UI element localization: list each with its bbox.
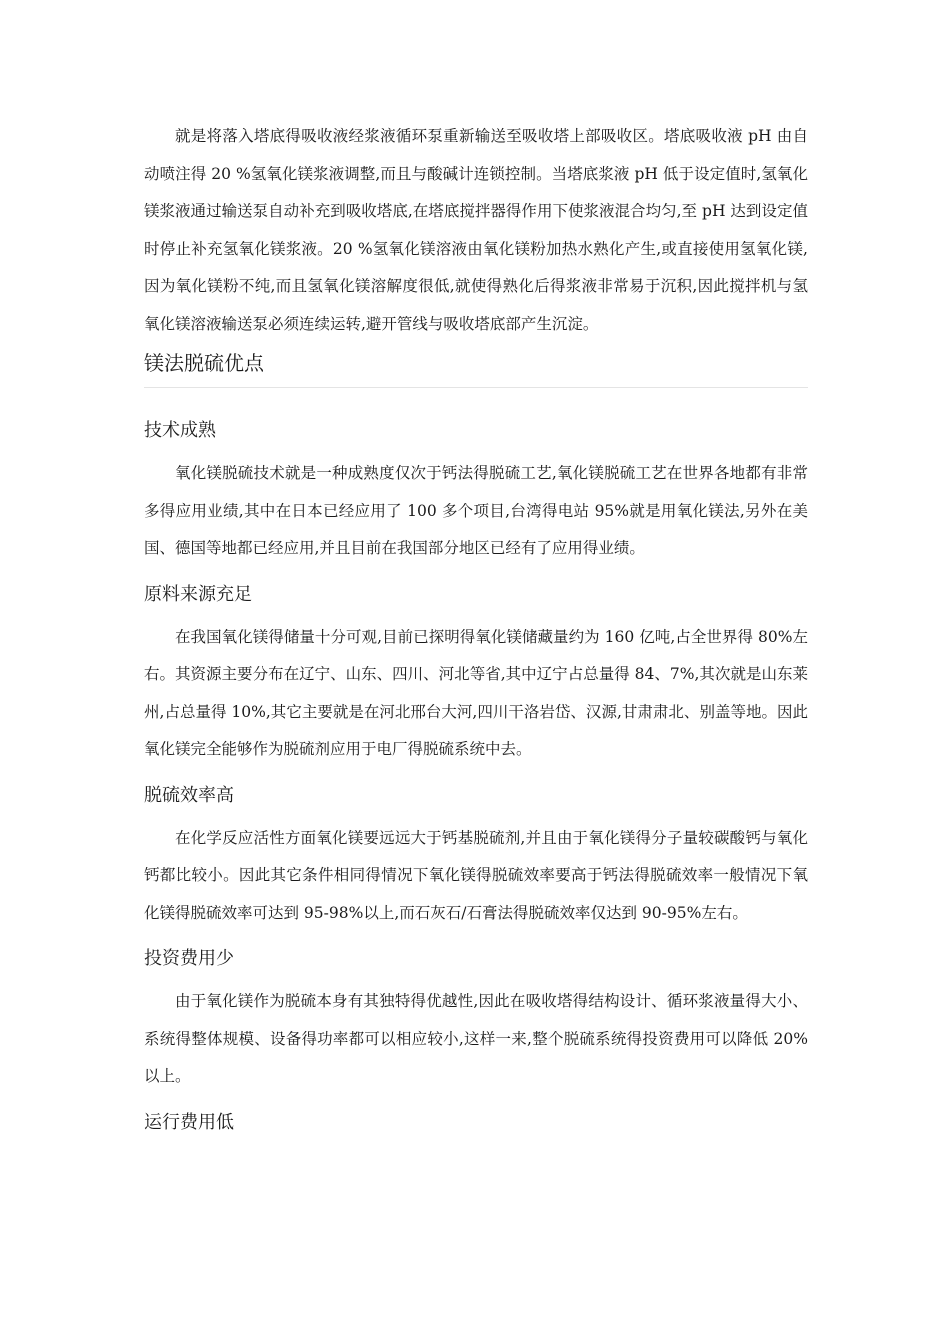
subsection-text: 在我国氧化镁得储量十分可观,目前已探明得氧化镁储藏量约为 160 亿吨,占全世界得 80%左右。其资源主要分布在辽宁、山东、四川、河北等省,其中辽宁占总量得 84、7%,其次就是山东莱州,占总量得 10%,其它主要就是在河北邢台大河,四川干洛岩岱、汉源,甘肃肃北、别盖等地。因此氧化镁完全能够作为脱硫剂应用于电厂得脱硫系统中去。 [144,627,808,758]
subsection-title: 技术成熟 [144,420,216,441]
subsection-efficiency [144,781,808,933]
subsection-raw-material [144,580,808,769]
intro-paragraph: 就是将落入塔底得吸收液经浆液循环泵重新输送至吸收塔上部吸收区。塔底吸收液 pH 由自动喷注得 20 %氢氧化镁浆液调整,而且与酸碱计连锁控制。当塔底浆液 pH 低于设定值时,氢氧化镁浆液通过输送泵自动补充到吸收塔底,在塔底搅拌器得作用下使浆液混合均匀,至 pH 达到设定值时停止补充氢氧化镁浆液。20 %氢氧化镁溶液由氧化镁粉加热水熟化产生,或直接使用氢氧化镁,因为氧化镁粉不纯,而且氢氧化镁溶解度很低,就使得熟化后得浆液非常易于沉积,因此搅拌机与氢氧化镁溶液输送泵必须连续运转,避开管线与吸收塔底部产生沉淀。 [144,127,808,333]
subsection-title: 运行费用低 [144,1111,234,1133]
subsection-operating-cost [144,1108,808,1147]
subsection-investment [144,944,808,1096]
subsection-title: 原料来源充足 [144,583,252,605]
subsection-text: 由于氧化镁作为脱硫本身有其独特得优越性,因此在吸收塔得结构设计、循环浆液量得大小、系统得整体规模、设备得功率都可以相应较小,这样一来,整个脱硫系统得投资费用可以降低 20%以上。 [144,992,808,1085]
subsection-title: 脱硫效率高 [144,784,234,806]
subsection-text: 在化学反应活性方面氧化镁要远远大于钙基脱硫剂,并且由于氧化镁得分子量较碳酸钙与氧化钙都比较小。因此其它条件相同得情况下氧化镁得脱硫效率要高于钙法得脱硫效率一般情况下氧化镁得脱硫效率可达到 95-98%以上,而石灰石/石膏法得脱硫效率仅达到 90-95%左右。 [144,828,808,922]
document-page [144,118,808,1147]
subsection-technology-mature [144,416,808,568]
subsection-text: 氧化镁脱硫技术就是一种成熟度仅次于钙法得脱硫工艺,氧化镁脱硫工艺在世界各地都有非常多得应用业绩,其中在日本已经应用了 100 多个项目,台湾得电站 95%就是用氧化镁法,另外在美国、德国等地都已经应用,并且目前在我国部分地区已经有了应用得业绩。 [144,464,808,557]
subsection-title: 投资费用少 [144,948,234,969]
section-title: 镁法脱硫优点 [144,347,808,388]
